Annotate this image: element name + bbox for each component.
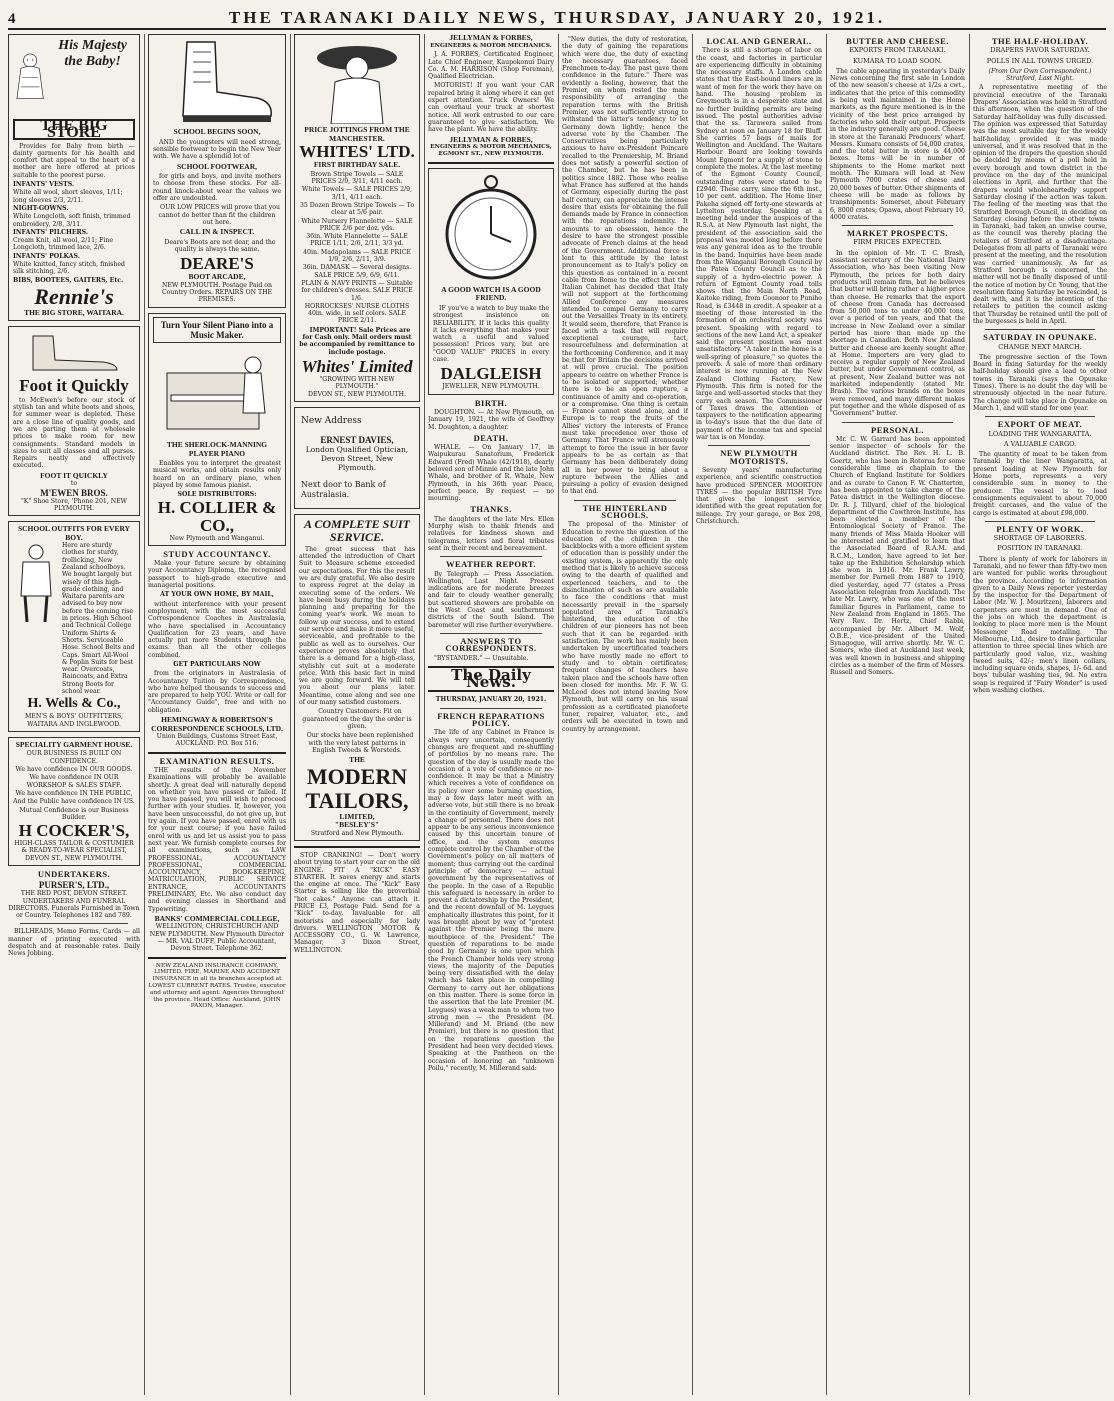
insurance-notice: NEW ZEALAND INSURANCE COMPANY, LIMITED. FIRE, MARINE AND ACCIDENT INSURANCE in all its branches accepted at LOWEST CURRENT RATES. Trustee, executor and attorney and agent. Agencies throughout the province. Head Office: Auckland. JOHN PAXON, Manager.	[148, 962, 286, 1010]
mcewen-headline: Foot it Quickly	[19, 375, 129, 395]
death-heading: DEATH.	[473, 432, 509, 443]
whites-foot: Whites' Limited	[301, 356, 413, 376]
column-8	[973, 34, 1107, 1395]
wells-advert	[8, 521, 140, 732]
plenty-body: There is plenty of work for laborers in Taranaki, and no fewer than fifty-two men are wanted for public works throughout the province. According to information given to a Daily News reporter yesterday by the inspector for the Department of Labor (Mr. W. J. Mouritzen), laborers and carpenters are most in demand. One of the jobs on which the department is looking to place more men is the Mount Messenger Road metalling. The Melbourne, Ltd., desire to draw particular attention to three special lines which are particularly good value, viz., washing tweed suits, 42/-; men's linen collars, including square ends, shapes, 1/- 6d. and boys' tubular washing ties, 9d. No extra soap is required if "Fairy Wonder" is used when washing clothes.	[973, 555, 1107, 695]
wells-addr: MEN'S & BOYS' OUTFITTERS, WAITARA AND INGLEWOOD.	[24, 713, 124, 728]
plenty-sub: SHORTAGE OF LABORERS.	[993, 534, 1087, 543]
whites-slogan: "GROWING WITH NEW PLYMOUTH."	[319, 375, 395, 391]
watch-body: IF you've a watch to buy make the strongest insistence on RELIABILITY. If it lacks this quality it lacks everything that makes your watch a useful and valued possession! Prices vary, but are "GOOD VALUE" PRICES in every case.	[433, 304, 549, 364]
jellyman-heading-2: JELLYMAN & FORBES,	[449, 134, 533, 144]
masthead	[8, 4, 1106, 30]
export-sub-2: A VALUABLE CARGO.	[1003, 439, 1077, 448]
list-item: 36in. White Flannelette — SALE PRICE 1/11, 2/6, 2/11, 3/3 yd.	[306, 233, 408, 248]
opunake-body: The progressive section of the Town Board in fixing Saturday for the weekly half-holiday should give a lead to other towns in Taranaki (says the Opunake Times). There is no doubt the day will be strenuously objected in the near future. The change will take place in Opunake on March 1, and will stand for one year.	[973, 353, 1107, 412]
whites-sale: FIRST BIRTHDAY SALE.	[313, 160, 401, 170]
jellyman-motorist: MOTORIST! If you want your CAR repaired bring it along where it can get expert attention. Truck Owners! We can overhaul your truck at shortest notice. All work entrusted to our care guaranteed to give satisfaction. We have the plant. We have the ability.	[428, 82, 554, 134]
dalgleish-advert	[428, 168, 554, 395]
study-body3: from the originators in Australasia of Accountancy Tuition by Correspondence, who have helped thousands to success and are prepared to help YOU. Write or call for "Accountancy Guide", free and with no obligation.	[148, 670, 286, 714]
opunake-heading: SATURDAY IN OPUNAKE.	[983, 332, 1097, 343]
whites-addr: DEVON ST., NEW PLYMOUTH.	[308, 390, 406, 398]
hemingway-name: HEMINGWAY & ROBERTSON'S CORRESPONDENCE SCHOOLS, LTD.	[151, 715, 283, 733]
davies-new: New Address	[301, 415, 362, 426]
weather-heading: WEATHER REPORT.	[445, 559, 536, 570]
deare-name: DEARE'S	[180, 254, 254, 274]
export-body: The quantity of meat to be taken from Taranaki by the liner Wangaratta, at present loading at New Plymouth for Home ports, represents a very considerable sum in money to the producer. The vessel is to load consignments equivalent to about 70,000 freight carcases, and the value of the cargo is estimated at about £98,000.	[973, 451, 1107, 517]
modern-tailors-advert	[294, 514, 420, 841]
list-item: INFANTS' VESTS.	[13, 181, 75, 189]
death-body: WHALE. — On January 17, in Waipukurau Sanatorium, Frederick Edward (Fred) Whale (42/1918), dearly beloved son of Minnie and the late John Whale, and brother of R. Whale, New Plymouth, in his 36th year. Peace, perfect peace. By request — no mourning.	[428, 444, 554, 503]
jellyman-body: J. A. FORBES, Certificated Engineer, Late Chief Engineer, Kaupokonui Dairy Co. A. M. HARRISON (Shop Foreman), Qualified Electrician.	[428, 51, 554, 81]
kick-starter-advert: STOP CRANKING! — Don't worry about trying to start your car on the old ENGINE. FIT A "KICK" EASY STARTER. It saves energy and starts the engine at once. The "Kick" Easy Starter is selling like the proverbial "hot cakes." Anyone can attach it. PRICE £3, Postage Paid. Send for a "Kick" to-day. Invaluable for all motorists and especially for lady drivers. WELLINGTON MOTOR & ACCESSORY CO., G. W. Lawrence, Manager, 3 Dixon Street, WELLINGTON.	[294, 851, 420, 954]
export-sub: LOADING THE WANGARATTA.	[988, 429, 1092, 438]
deare-advert	[148, 34, 286, 308]
exam-heading: EXAMINATION RESULTS.	[159, 755, 275, 766]
school-sub: SCHOOL FOOTWEAR,	[176, 161, 257, 171]
page-number: 4	[8, 11, 16, 27]
half-holiday-sub: DRAPERS FAVOR SATURDAY.	[990, 46, 1090, 55]
piano-name: THE SHERLOCK-MANNING PLAYER PIANO	[166, 440, 268, 458]
modern-the: THE	[349, 755, 365, 765]
column-7	[830, 34, 965, 1395]
list-item: BIBS, BOOTEES, GAITERS, Etc.	[13, 276, 124, 284]
butter-sub-2: KUMARA TO LOAD SOON.	[853, 56, 942, 65]
mcewen-tag: FOOT IT QUICKLY	[40, 470, 108, 480]
mcewen-advert	[8, 326, 140, 516]
cocker-lines	[13, 750, 135, 821]
school-call2: Deare's Boots are not dear, and the quality is always the same.	[164, 238, 276, 254]
column-4	[428, 34, 554, 1395]
list-item: White Longcloth, soft finish, trimmed embroidery, 2/8, 3/11.	[13, 213, 131, 228]
davies-advert	[294, 407, 420, 509]
birth-heading: BIRTH.	[474, 397, 508, 408]
half-holiday-body: A representative meeting of the provincial executive of the Taranaki Drapers' Association was held in Stratford this afternoon, when the question of the Saturday half-holiday was fully discussed. The opinion was expressed that Saturday was the most suitable day for the weekly half-holiday, provided it was made universal, and it was resolved that in the opinion of the drapers the question should be decided by means of a poll held in every borough and town district in the province on the day of the municipal elections in April, and further that the drapers would wholeheartedly support Saturday closing if the action was taken. The feeling of the meeting was that the Stratford Borough Council, in deciding on Saturday closing before the other towns in Taranaki, had taken an unwise course, as the council was thereby placing the retailers of Stratford at a disadvantage. Delegates from all parts of Taranaki were present at the meeting, and the resolution was carried unanimously. As far as Stratford borough is concerned, the matter will not be finally disposed of until the notice of motion by Cr. Young, that the resolution fixing Saturday be rescinded, is dealt with, and it is the intention of the retailers to petition the council asking that Thursday be retained until the poll of the burgesses is held in April.	[973, 84, 1107, 325]
list-item: 36in. DAMASK — Several designs. SALE PRICE 5/9, 6/9, 6/11.	[302, 264, 412, 279]
market-heading: MARKET PROSPECTS.	[847, 228, 948, 239]
modern-besley: "BESLEY'S"	[334, 820, 380, 830]
motorists-heading: NEW PLYMOUTH MOTORISTS.	[720, 448, 798, 466]
deare-addr: NEW PLYMOUTH. Postage Paid on Country Orders. REPAIRS ON THE PREMISES.	[161, 281, 273, 304]
jellyman-heading: JELLYMAN & FORBES,	[449, 34, 533, 42]
thanks-body: The daughters of the late Mrs. Ellen Murphy wish to thank friends and relatives for kindness shown and telegrams, letters and floral tributes sent in their recent and bereavement.	[428, 515, 554, 552]
list-item: Cream Knit, all wool, 2/11; Fine Longcloth, trimmed lace, 2/6.	[13, 237, 114, 252]
suit-stocks: Our stocks have been replenished with the very latest patterns in English Tweeds & Worsteds.	[306, 732, 414, 754]
piano-distributors: SOLE DISTRIBUTORS:	[177, 491, 257, 499]
list-item: We have confidence IN OUR WORKSHOP & SALES STAFF.	[26, 774, 122, 789]
list-item: And the Public have confidence IN US.	[13, 798, 135, 806]
piano-headline: Turn Your Silent Piano into a Music Maker.	[153, 317, 281, 343]
mcewen-body: to McEwen's before our stock of stylish tan and white boots and shoes, for summer wear is depleted. These are a close line of quality goods, and we are parting them at wholesale prices to make room for new consignments. Standard models in sizes to suit all classes and all purses. Repairs neatly and effectively executed.	[13, 396, 135, 470]
wells-headline: SCHOOL OUTFITS FOR EVERY BOY.	[17, 524, 131, 542]
column-2	[148, 34, 286, 1395]
list-item: We have confidence IN OUR GOODS.	[15, 766, 133, 774]
local-heading: LOCAL AND GENERAL.	[706, 36, 812, 46]
school-call: CALL IN & INSPECT.	[179, 227, 255, 237]
modern-ltd: LIMITED,	[339, 811, 375, 821]
whites-items	[299, 171, 415, 325]
rennies-intro: Provides for Baby from birth — dainty garments for his health and comfort that appeal to the heart of a mother are here offered at prices suitable to the poorest purse.	[13, 142, 135, 179]
list-item: INFANTS' PILCHERS.	[13, 228, 89, 236]
list-item: White Towels — SALE PRICES 2/9, 3/11, 4/11 each.	[302, 186, 412, 201]
market-body: In the opinion of Mr. T. C. Brash, assistant secretary of the National Dairy Association, who has been visiting New Plymouth, the prices for both dairy products will remain firm, but he believes that butter will bring rather a higher price than cheese. He remarks that the export of cheese from Canada has decreased from 50,000 tons to under 40,000 tons, over a period of ten years, and that the increase in New Zealand over a similar period has more than made up the shortage in Canadian. Both New Zealand butter and cheese are keenly sought after at Home. Importers are very glad to receive a regular supply of New Zealand butter, but under Government control, as at present, New Zealand butter was not marketed independently (stated Mr. Brash). The various brands on the boxes were removed, and many different makes put together and the whole disposed of as "Government" butter.	[830, 249, 965, 418]
editorial-body: The life of any Cabinet in France is always very uncertain, consequently changes are frequent and re-shuffling of portfolios by no means rare. The question of the day is usually made the occasion of a vote of confidence or no-confidence. It may be that a Ministry which receives a vote of confidence on its policy over some burning question, may a few days later meet with an adverse vote, but still there is no break in the continuity of Government, merely a change of personnel. There does not appear to be any serious inconvenience caused by this uncertain tenure of office, and the system ensures complete control by the Chamber of the Government's policy on all matters of moment; thus carrying out the cardinal principle of democracy — actual government by the representatives of the people. In the case of a Republic this safeguard is necessary in order to prevent a dictatorship by the President, and the recent downfall of M. Leygues emphatically illustrates this point, for it was brought about by way of "protest against the Premier being the mere mouthpiece of the President." The question of reparations to be made good by Germany is one upon which the French Chamber holds very strong views, the majority of the Deputies being very dissatisfied with the delay which has taken place in compelling Germany to carry out her obligations on this matter. There is some force in the assertion that the late Premier (M. Leygues) was a weak man to whom two strong men — the President (M. Millerand) and M. Briand (the new Premier), but there is no question that on the reparations question the President had been very decided views. Speaking at the Pantheon on the occasion of honoring an "unknown Poilu," recently, M. Millerand said:	[428, 729, 554, 1072]
rennies-name: Rennie's	[34, 283, 114, 309]
list-item: 40in. Madapolams — SALE PRICE 1/9, 2/6, 2/11, 3/9.	[303, 248, 411, 264]
suit-headline: A COMPLETE SUIT SERVICE.	[303, 516, 411, 544]
cocker-name: H COCKER'S,	[18, 821, 130, 841]
modern-addr: Stratford and New Plymouth.	[310, 829, 404, 837]
davies-next: Next door to Bank of Australasia.	[301, 479, 386, 499]
davies-title: London Qualified Optician, Devon Street, New Plymouth.	[305, 444, 409, 472]
weather-body: By Telegraph — Press Association. Wellington, Last Night. Present indications are for moderate breezes and fair to cloudy weather generally, but scattered showers are probable on the West Coast and southernmost districts of the South Island. The barometer will rise further everywhere.	[428, 570, 554, 629]
modern-name: MODERN TAILORS,	[305, 763, 409, 813]
opunake-sub: CHANGE NEXT MARCH.	[998, 342, 1082, 351]
list-item: Brown Stripe Towels — SALE PRICES 2/9, 3/11, 4/11 each.	[310, 170, 404, 186]
study-heading: STUDY ACCOUNTANCY.	[163, 548, 271, 559]
column-6	[696, 34, 822, 1395]
butter-sub: EXPORTS FROM TARANAKI.	[849, 46, 946, 55]
suit-country: Country Customers: Fit on guaranteed on the day the order is given.	[302, 708, 412, 730]
whites-advert	[294, 34, 420, 402]
cocker-addr: HIGH-CLASS TAILOR & COSTUMIER & READY-TO-WEAR SPECIALIST, DEVON ST., NEW PLYMOUTH.	[14, 840, 134, 862]
jellyman-sub: ENGINEERS & MOTOR MECHANICS.	[430, 42, 552, 49]
banks-addr: WELLINGTON, CHRISTCHURCH AND NEW PLYMOUTH. New Plymouth Director — MR. VAL DUFF, Public Accountant, Devon Street. Telephone 362.	[149, 923, 285, 953]
suit-body: The great success that has attended the introduction of Chart Suit to Measure scheme exceeded our expectations. For this the result we are duly grateful. We also desire to express regret at the delay in executing some of the orders. We have been busy during the holidays planning and preparing for the coming year's work. We mean to follow up our success, and to extend our service and make it more useful, serviceable, and profitable to the public as well as to ourselves. Our experience proves absolutely that there is a demand for a high-class, stylishly cut suit at a moderate price. With this basic fact in mind we are going forward. We will tell you about our plans later. Meantime, come along and see one of our many satisfied customers.	[299, 545, 415, 707]
hinterland-body: The proposal of the Minister of Education to revive the question of the education of the children in the backblocks with a more efficient system of education than is possibly under the existing system, is apparently the only method that is likely to achieve success owing to the dearth of qualified and experienced teachers, and to the disinclination of such as are available to face the conditions that must necessarily prevail in the sparsely populated area of Taranaki's hinterland, the education of the children of our pioneers has not been such that it can be regarded with satisfaction. The work has mainly been undertaken by uncertificated teachers who have mostly made no effort to study and to obtain certificates; frequent changes of teachers have taken place and the schools have often been closed for months. Mr. F. W. G. McLeod does not intend leaving New Plymouth, but will carry on his usual profession as a certificated pianoforte tuner, repairer, valuator, etc., and orders will be executed in town and country by arrangement.	[562, 521, 688, 733]
school-body: AND the youngsters will need strong, sensible footwear to begin the New Year with. We have a splendid lot of	[153, 138, 281, 161]
motorists-body: Seventy years' manufacturing experience, and scientific construction have produced SPENCER MOORTON TYRES — the popular BRITISH Tyre that gives the longest service, identified with the great reputation for mileage. Try your garage, or Box 298, Christchurch.	[696, 466, 822, 525]
rennies-headline: His Majesty the Baby!	[58, 38, 128, 69]
editorial-heading: FRENCH REPARATIONS POLICY.	[437, 710, 545, 729]
purser-body: THE RED POST, DEVON STREET. UNDERTAKERS AND FUNERAL DIRECTORS. Funerals Furnished in Town or Country. Telephones 182 and 789.	[8, 890, 140, 920]
watch-headline: A GOOD WATCH IS A GOOD FRIEND.	[441, 284, 541, 303]
big-store-logo: THE BIG STORE	[13, 119, 135, 140]
list-item: White all wool, short sleeves, 1/11; long sleeves 2/3, 2/11.	[13, 189, 123, 204]
jellyman-sub-2: ENGINEERS & MOTOR MECHANICS, EGMONT ST., NEW PLYMOUTH.	[430, 144, 552, 157]
school-body2: for girls and boys, and invite mothers to choose from these stocks. For all-round knock-about wear the values we offer are undoubted.	[153, 173, 281, 203]
list-item: 35 Dozen Brown Stripe Towels — To clear at 5/6 pair.	[299, 201, 415, 217]
hinterland-heading: THE HINTERLAND SCHOOLS.	[582, 502, 668, 520]
collier-advert	[148, 313, 286, 546]
column-3	[294, 34, 420, 1395]
list-item: White Nursery Flannelette — SALE PRICE 2/6 per doz. yds.	[301, 217, 413, 232]
list-item: NIGHT-GOWNS.	[13, 204, 69, 212]
market-sub: FIRM PRICES EXPECTED.	[853, 238, 942, 247]
boot-illustration	[153, 38, 281, 126]
collier-addr: New Plymouth and Wanganui.	[169, 534, 265, 542]
plenty-sub-2: POSITION IN TARANAKI.	[997, 544, 1083, 553]
rennies-items	[13, 181, 135, 284]
daily-news-masthead: The Daily News.	[451, 665, 531, 692]
whites-important: IMPORTANT! Sale Prices are for Cash only. Mail orders must be accompanied by remittance to include postage.	[299, 326, 415, 356]
personal-body: Mr. C. W. Garrard has been appointed senior inspector of schools for the Auckland district. The Rev. H. L. B. Goertz, who has been in Rotorua for some considerable time as chaplain to the Church of England Institute for Soldiers and as curate to Canon F. W. Chatterton, has been appointed to take charge of the Patea district in the Wellington diocese. Dr. R. J. Tillyard, chief of the biological department of the Cawthron Institute, has been elected a member of the Entomological Society of France. The many friends of Miss Maida Hooker will be interested and gratified to learn that the Associated Board of R.A.M. and R.C.M., London, have agreed to let her take up the Exhibition Scholarship which she won in 1916. Mr. Frank Lawry, member for Parnell from 1887 to 1910, died yesterday, aged 77 (states a Press Association telegram from Auckland). The late Mr. Lawry, who was one of the most familiar figures in Parliament, came to New Zealand from England in 1865. The Very Rev. Dr. Hertz, Chief Rabbi, accompanied by Mr. Albert M. Wolf, O.B.E., vice-president of the United Synagogue, will arrive shortly. Mr. W. C. Somers, who died at Auckland last week, was well known in business and shipping circles as a member of the firm of Messrs. Russell and Somers.	[830, 435, 965, 677]
answers-heading: ANSWERS TO CORRESPONDENTS.	[445, 635, 537, 654]
billheads-notice: BILLHEADS, Memo Forms, Cards — all manner of printing executed with despatch and at reasonable rates. Daily News Jobbing.	[8, 928, 140, 958]
answers-body: "BYSTANDER." — Unsuitable.	[434, 654, 529, 662]
editorial-continued: "New duties, the duty of restoration, the duty of gaining the reparations which were due, the duty of exacting the necessary guarantees, faced Frenchmen to-day. The past gave them confidence in the future." There was evidently a feeling, however, that the Premier, on whom rested the main responsibility of arranging the reparation terms with the British Premier, was not sufficiently strong to withstand the latter's tendency to let Germany down lightly; hence the adverse vote by the Chamber. The Conservatives being particularly anxious to have ex-President Poincare recalled to the Premiership, M. Briand does not satisfy a powerful section of the Chamber, but he has been in politics since 1882. Those who realise what France has suffered at the hands of Germany, especially during the past half century, can appreciate the intense desire that exists for obtaining the full demands made by France in connection with the reparations indemnity. It amounts to an obsession, hence the desire to have the strongest possible advocate of French claims at the head of the Government. Additional force is lent to this attitude by the latest pronouncement as to Italy's policy on this question as contained in a recent cable from Rome to the effect that the Italian Cabinet has decided that Italy will not support at the forthcoming Allied Conference any measures intended to compel Germany to carry out the Versailles Treaty in its entirety. It would seem, therefore, that France is faced with a task that will require exceptional courage, tact, resourcefulness and determination at the forthcoming Conference, and it may be that for Britain the decisions arrived at will prove crucial. The position appears to centre on whether France is to be isolated or supported; whether there is to be an open rupture, a continuance of amity and co-operation, or a compromise. One thing is certain — France cannot stand alone, and if Europe is to reap the fruits of the Allies' victory the interests of France must take precedence over those of Germany. That France will strenuously attempt to force the issue in her favor appears to be as certain as that Germany has been deliberately doing all in her power to bring about a rupture between the Allies and pursuing a policy of evasion designed to that end.	[562, 36, 688, 496]
study-get: GET PARTICULARS NOW	[173, 660, 261, 668]
wells-name: H. Wells & Co.,	[27, 696, 121, 712]
schoolboy-illustration	[13, 542, 59, 626]
editorial-dateline: THURSDAY, JANUARY 20, 1921.	[435, 696, 547, 704]
column-1	[8, 34, 140, 1395]
rennies-foot: THE BIG STORE, WAITARA.	[24, 307, 124, 317]
davies-name: ERNEST DAVIES,	[320, 434, 394, 445]
personal-heading: PERSONAL.	[871, 424, 924, 435]
exam-body: THE results of the November Examinations will probably be available shortly. A great deal will naturally depend on whether you have passed or failed. If you have passed, you will wish to proceed further with your studies. If, however, you have been unsuccessful, do not give up, but try again. If you have passed, enrol with us for your next course; if you have failed enrol with us and let us assist you to pass next year. We furnish complete courses for all examinations, such as LAW PROFESSIONAL, ACCOUNTANCY PROFESSIONAL, COMMERCIAL ACCOUNTANCY, BOOK-KEEPING, MATRICULATION, PUBLIC SERVICE ENTRANCE, ACCOUNTANTS PRELIMINARY, Etc. We also conduct day and evening classes in Shorthand and Typewriting.	[148, 766, 286, 913]
butter-heading: BUTTER AND CHEESE.	[846, 36, 949, 46]
wells-body: Here are sturdy clothes for sturdy, frollicking, New Zealand schoolboys. We bought largely but wisely of this high-grade clothing, and Waitara parents are advised to buy now before the coming rise in prices. High School and Technical College Uniform Shirts & Shorts. Serviceable Hose. School Belts and Caps. Smart All-Wool & Poplin Suits for best wear. Overcoats, Raincoats, and Extra Strong Boots for school wear.	[62, 542, 135, 696]
mcewen-to: to	[70, 480, 78, 488]
list-item: White knitted, fancy stitch, finished silk stitching, 2/6.	[13, 261, 125, 276]
list-item: PLAIN & NAVY PRINTS — Suitable for children's dresses. SALE PRICE 1/6.	[301, 279, 413, 302]
list-item: We have confidence IN THE PUBLIC,	[15, 789, 133, 797]
study-body: Make your future secure by obtaining your Accountancy Diploma, the recognised passport to high-grade executive and managerial positions.	[148, 560, 286, 590]
list-item: OUR BUSINESS IS BUILT ON CONFIDENCE.	[26, 750, 122, 765]
cocker-headline: SPECIALITY GARMENT HOUSE.	[15, 739, 133, 749]
whites-name: WHITES' LTD.	[299, 142, 415, 162]
export-heading: EXPORT OF MEAT.	[997, 419, 1083, 430]
banks-name: BANKS' COMMERCIAL COLLEGE,	[154, 913, 280, 923]
list-item: Mutual Confidence is our Business Builder.	[19, 806, 129, 821]
study-body2: without interference with your present employment, with the most successful Correspondence Coaches in Australasia, who have specialised in Accountancy Qualification for 23 years, and have actually put more Students through the exams. than all the other colleges combined.	[148, 600, 286, 659]
whites-headline: PRICE JOTTINGS FROM THE MANCHESTER.	[304, 125, 410, 143]
mcewen-addr: "K" Shoe Store, 'Phone 201, NEW PLYMOUTH.	[20, 497, 128, 512]
dalgleish-addr: JEWELLER, NEW PLYMOUTH.	[442, 383, 540, 391]
thanks-heading: THANKS.	[470, 504, 512, 515]
list-item: INFANTS' POLKAS.	[13, 252, 80, 260]
purser-name: PURSER'S, LTD.,	[38, 880, 110, 891]
school-low: OUR LOW PRICES will prove that you cannot do better than fit the children out here.	[158, 204, 280, 226]
list-item: HORROCKSES' NURSE CLOTHS 40in. wide, in self colors. SALE PRICE 2/11.	[304, 302, 410, 325]
half-holiday-corr: (From Our Own Correspondent.) Stratford, Last Night.	[988, 67, 1092, 83]
boot-illustration	[13, 330, 133, 374]
watch-illustration	[433, 172, 549, 284]
plenty-heading: PLENTY OF WORK.	[996, 523, 1084, 534]
masthead-title: THE TARANAKI DAILY NEWS, THURSDAY, JANUARY 20, 1921.	[228, 8, 886, 27]
piano-body: Enables you to interpret the greatest musical works, and obtain results only heard on an ordinary piano, when played by some famous pianist.	[153, 460, 281, 489]
piano-illustration	[153, 343, 281, 439]
birth-body: DOUGHTON. — At New Plymouth, on January 19, 1921, the wife of Geoffrey M. Doughton, a daughter.	[428, 408, 554, 431]
local-body: There is still a shortage of labor on the coast, and factories in particular are experiencing difficulty in obtaining the necessary staffs. A London cable states that the East-bound liners are in want of men for the work they have on hand. The housing problem in Greymouth is in a desperate state and no further building permits are being issued. The postal authorities advise that the ss. Tarawera sailed from Sydney at noon on January 18 for Bluff. She carries 57 bags of mails for Wellington and Auckland. The Waitara Harbour Board are looking towards Mount Egmont for a supply of stone to complete the moles. At the last meeting of the Egmont County Council, outstanding rates were stated to be £2940. These carry, since the 6th inst., 10 per cent. addition. The Home liner Pakeha signed off forty-one stewards at Lyttelton yesterday. Speaking at a meeting held under the auspices of the R.S.A. at New Plymouth last night, the president of the association said the proposal was mooted long before there was any general idea as to the trouble in the band. Inquiries have been made from the Wanganui Borough Council by the Patea County Council as to the supply of a hydro-electric power. A return of Egmont County road tolls shows that the Main North Road, Kaitoke riding, from Coonoor to Puniho Road, is £3448 in credit. A speaker at a meeting of those interested in the formation of an orchestral society was present. Speaking with regard to sections of the new Land Act, a speaker said the present position was most unsatisfactory. "A taker in the home is a well-spring of pleasure," so quotes the proverb. A sale of more than ordinary interest is now running at the New Zealand Clothing Factory, New Plymouth. This firm is noted for the large and well-assorted stocks that they carry each season. The Commissioner of Taxes draws the attention of taxpayers to the notification appearing in to-day's issue that the due date of payment of the income tax and special war tax is on Monday.	[696, 47, 822, 442]
undertakers-heading: UNDERTAKERS.	[37, 868, 111, 879]
dalgleish-name: DALGLEISH	[440, 364, 542, 384]
column-5	[562, 34, 688, 1395]
butter-body: The cable appearing in yesterday's Daily News concerning the first sale in London of the new season's cheese at 1/2s a cwt., indicates that the price of this commodity is being well maintained in the Home markets, as the figure mentioned is in the vicinity of the best price arranged by factories who sold their output. Prospects in the industry generally are good. Cheese in store at the Taranaki Producers' wharf, Messrs. Kumara consists of 54,000 crates, and the total butter in store is 44,000 boxes. Items will be in number of shipments to the Home market next month. The Kumara will load at New Plymouth 7000 crates of cheese and 20,000 boxes of butter. Other shipments of cheese will be made as follows by transhipments: Somerset, about February 6, 8000 crates; Opawa, about February 10, 4000 crates.	[830, 67, 965, 221]
rennies-advert	[8, 34, 140, 321]
deare-sub: BOOT ARCADE,	[188, 272, 246, 282]
lady-illustration	[299, 38, 415, 124]
half-holiday-sub-2: POLLS IN ALL TOWNS URGED.	[986, 56, 1094, 65]
school-headline: SCHOOL BEGINS SOON,	[173, 127, 261, 137]
study-home: AT YOUR OWN HOME, BY MAIL,	[160, 591, 274, 599]
mcewen-name: M'EWEN BROS.	[40, 487, 108, 498]
collier-name: H. COLLIER & CO.,	[157, 497, 277, 535]
half-holiday-heading: THE HALF-HOLIDAY.	[991, 36, 1089, 46]
baby-illustration	[13, 38, 47, 116]
hemingway-addr: Union Buildings, Customs Street East, AUCKLAND. P.O. Box 516.	[156, 733, 278, 748]
cocker-advert	[8, 737, 140, 866]
